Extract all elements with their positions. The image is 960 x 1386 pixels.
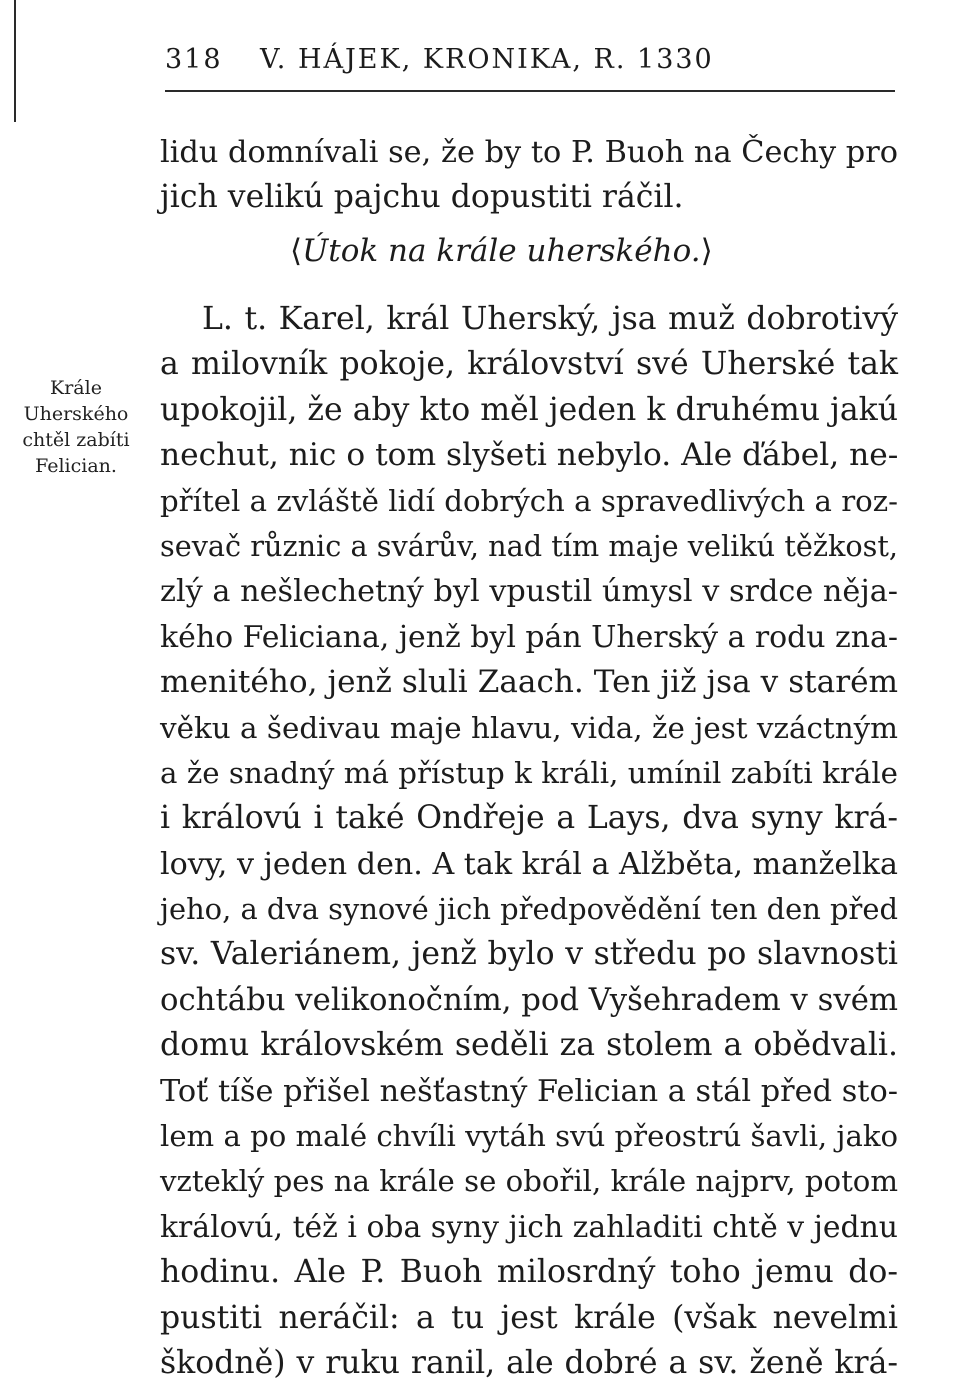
text-line: jeho, a dva synové jich předpovědění ten den před	[160, 892, 898, 927]
text-line: menitého, jenž sluli Zaach. Ten již jsa v starém	[160, 664, 898, 701]
text-line: upokojil, že aby kto měl jeden k druhému jakú	[160, 391, 898, 428]
text-line: ochtábu velikonočním, pod Vyšehradem v svém	[160, 981, 898, 1018]
text-line: Toť tíše přišel nešťastný Felician a stál před sto-	[160, 1073, 898, 1109]
heading-close-bracket: ⟩	[700, 233, 713, 269]
marginal-note	[0, 375, 152, 479]
text-line: zlý a nešlechetný byl vpustil úmysl v srdce něja-	[160, 574, 898, 610]
section-heading	[160, 230, 898, 272]
marginal-note-line: chtěl zabíti	[22, 429, 130, 451]
text-line: vzteklý pes na krále se obořil, krále najprv, potom	[160, 1164, 898, 1199]
text-line: hodinu. Ale P. Buoh milosrdný toho jemu do-	[160, 1254, 898, 1291]
running-title: V. HÁJEK, KRONIKA, R. 1330	[260, 44, 714, 75]
text-line: lem a po malé chvíli vytáh svú přeostrú šavli, jako	[160, 1119, 898, 1154]
text-line: lidu domnívali se, že by to P. Buoh na Čechy pro	[160, 135, 898, 170]
marginal-note-line: Krále	[50, 377, 102, 399]
text-line: pustiti neráčil: a tu jest krále (však nevelmi	[160, 1299, 898, 1336]
running-head	[165, 42, 895, 78]
text-line: i královú i také Ondřeje a Lays, dva syny krá-	[160, 800, 898, 837]
text-line: škodně) v ruku ranil, ale dobré a sv. ženě krá-	[160, 1344, 898, 1381]
heading-text: Útok na krále uherského.	[302, 233, 701, 269]
main-paragraph	[160, 297, 898, 1386]
text-line: L. t. Karel, král Uherský, jsa muž dobrotivý	[202, 301, 898, 337]
text-line: sevač různic a svárův, nad tím maje velikú těžkost,	[160, 528, 898, 563]
text-line: věku a šedivau maje hlavu, vida, že jest vzáctným	[160, 710, 898, 745]
heading-open-bracket: ⟨	[290, 233, 303, 269]
text-line: a že snadný má přístup k králi, umínil zabíti krále	[160, 755, 898, 790]
text-line: kého Feliciana, jenž byl pán Uherský a rodu zna-	[160, 619, 898, 655]
header-rule	[165, 90, 895, 92]
marginal-note-line: Felician.	[35, 455, 117, 477]
opening-paragraph	[160, 130, 898, 221]
text-line: domu královském seděli za stolem a obědvali.	[160, 1027, 898, 1064]
text-line: jich velikú pajchu dopustiti ráčil.	[160, 179, 684, 216]
marginal-note-line: Uherského	[23, 403, 129, 425]
text-line: nechut, nic o tom slyšeti nebylo. Ale ďábel, ne-	[160, 437, 899, 474]
text-line: a milovník pokoje, království své Uherské tak	[160, 346, 898, 383]
text-line: sv. Valeriánem, jenž bylo v středu po slavnosti	[160, 936, 898, 973]
text-line: lovy, v jeden den. A tak král a Alžběta, manželka	[160, 846, 898, 882]
text-line: přítel a zvláště lidí dobrých a spravedlivých a roz-	[160, 483, 898, 518]
page-edge-rule	[14, 0, 16, 122]
page-number: 318	[165, 44, 223, 75]
text-line: královú, též i oba syny jich zahladiti chtě v jednu	[160, 1209, 898, 1245]
